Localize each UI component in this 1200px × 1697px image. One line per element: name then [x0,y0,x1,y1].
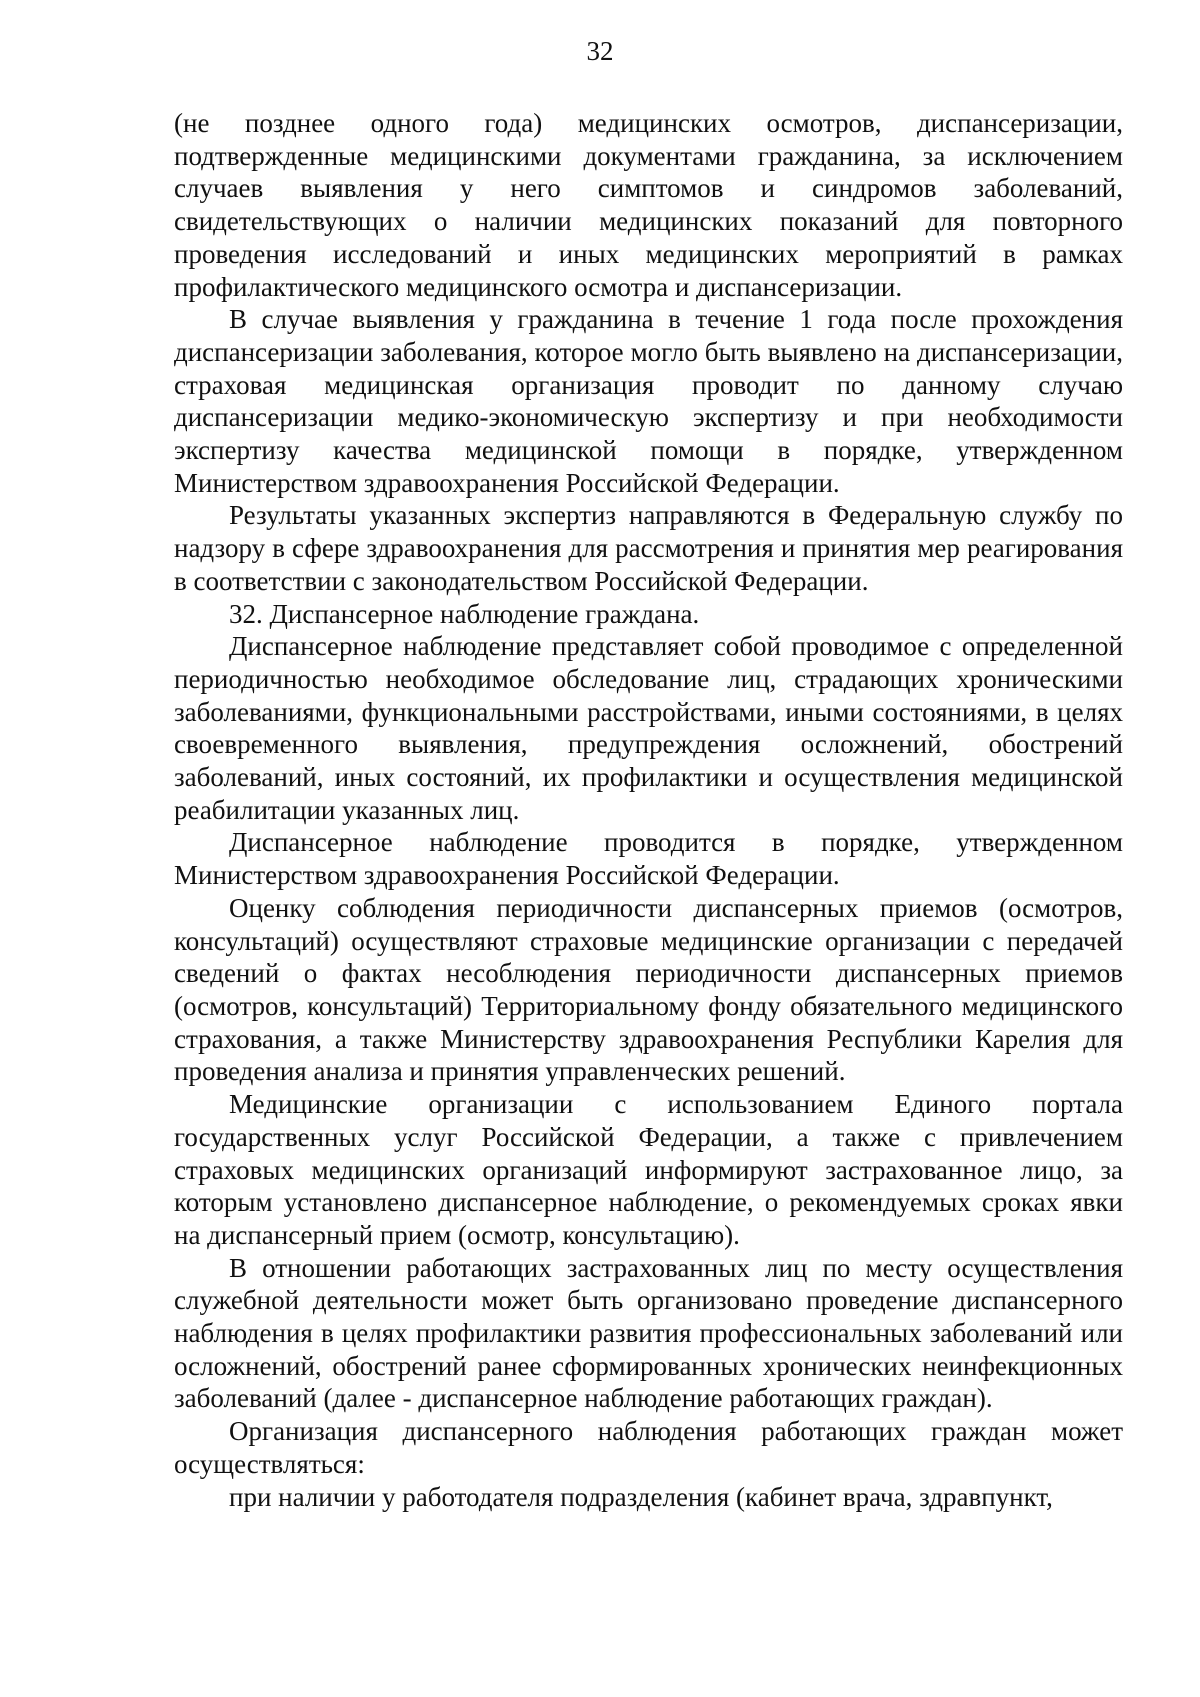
paragraph-periodicity-assessment: Оценку соблюдения периодичности диспансерных приемов (осмотров, консультаций) осуществляют страховые медицинские организации с передачей сведений о фактах несоблюдения периодичности диспансерных приемов (осмотров, консультаций) Территориальному фонду обязательного медицинского страхования, а также Министерству здравоохранения Республики Карелия для проведения анализа и принятия управленческих решений. [174,892,1123,1087]
paragraph-working-citizens: В отношении работающих застрахованных лиц по месту осуществления служебной деятельности может быть организовано проведение диспансерного наблюдения в целях профилактики развития профессиональных заболеваний или осложнений, обострений ранее сформированных хронических неинфекционных заболеваний (далее - диспансерное наблюдение работающих граждан). [174,1252,1123,1414]
paragraph-expertise-results: Результаты указанных экспертиз направляются в Федеральную службу по надзору в сфере здравоохранения для рассмотрения и принятия мер реагирования в соответствии с законодательством Российской Федерации. [174,500,1123,596]
page-number: 32 [586,36,614,66]
paragraph-organization: Организация диспансерного наблюдения работающих граждан может осуществляться: [174,1416,1123,1479]
section-heading-32: 32. Диспансерное наблюдение граждана. [229,598,700,629]
paragraph-dispensary-definition: Диспансерное наблюдение представляет собой проводимое с определенной периодичностью необходимое обследование лиц, страдающих хроническими заболеваниями, функциональными расстройствами, иными состояниями, в целях своевременного выявления, предупреждения осложнений, обострений заболеваний, иных состояний, их профилактики и осуществления медицинской реабилитации указанных лиц. [174,631,1123,825]
paragraph-employer-unit: при наличии у работодателя подразделения (кабинет врача, здравпункт, [229,1481,1053,1512]
paragraph-dispensary-order: Диспансерное наблюдение проводится в порядке, утвержденном Министерством здравоохранения Российской Федерации. [174,827,1123,891]
document-body [174,107,1123,1513]
paragraph-informing: Медицинские организации с использованием Единого портала государственных услуг Российской Федерации, а также с привлечением страховых медицинских организаций информируют застрахованное лицо, за которым установлено диспансерное наблюдение, о рекомендуемых сроках явки на диспансерный прием (осмотр, консультацию). [174,1089,1123,1250]
paragraph-expertise-case: В случае выявления у гражданина в течение 1 года после прохождения диспансеризации заболевания, которое могло быть выявлено на диспансеризации, страховая медицинская организация проводит по данному случаю диспансеризации медико-экономическую экспертизу и при необходимости экспертизу качества медицинской помощи в порядке, утвержденном Министерством здравоохранения Российской Федерации. [174,304,1123,498]
paragraph-continuation: (не позднее одного года) медицинских осмотров, диспансеризации, подтвержденные медицинскими документами гражданина, за исключением случаев выявления у него симптомов и синдромов заболеваний, свидетельствующих о наличии медицинских показаний для повторного проведения исследований и иных медицинских мероприятий в рамках профилактического медицинского осмотра и диспансеризации. [174,108,1123,302]
